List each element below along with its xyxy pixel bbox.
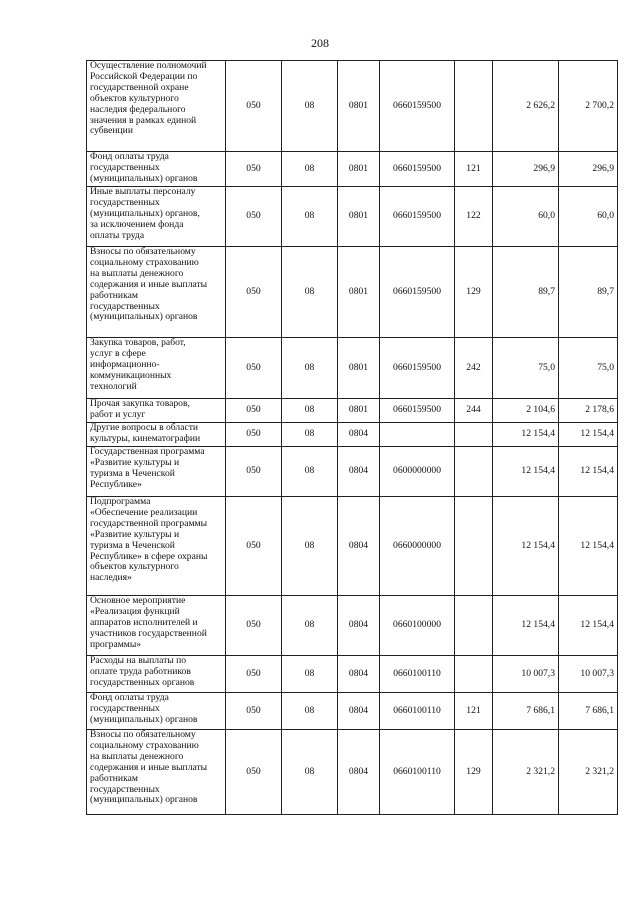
amount-2-cell: 75,0 [559, 338, 618, 399]
target-code-cell: 0660159500 [380, 152, 455, 187]
expense-type-cell [455, 61, 493, 152]
subsection-cell: 0804 [338, 447, 380, 497]
subsection-cell: 0804 [338, 693, 380, 730]
code-cell: 050 [226, 247, 282, 338]
subsection-cell: 0801 [338, 247, 380, 338]
subsection-cell: 0804 [338, 656, 380, 693]
page-number: 208 [311, 36, 329, 50]
subsection-cell: 0804 [338, 596, 380, 656]
target-code-cell: 0600000000 [380, 447, 455, 497]
amount-2-cell: 60,0 [559, 187, 618, 247]
subsection-cell: 0804 [338, 423, 380, 447]
expense-type-cell [455, 447, 493, 497]
amount-1-cell: 12 154,4 [493, 497, 559, 596]
amount-1-cell: 296,9 [493, 152, 559, 187]
expense-type-cell: 121 [455, 152, 493, 187]
expense-type-cell [455, 423, 493, 447]
code-cell: 050 [226, 152, 282, 187]
table-row [87, 61, 618, 152]
amount-1-cell: 60,0 [493, 187, 559, 247]
section-cell: 08 [282, 187, 338, 247]
row-name-cell: Закупка товаров, работ, услуг в сфере информационно- коммуникационных технологий [87, 338, 226, 399]
table-row [87, 497, 618, 596]
amount-1-cell: 2 321,2 [493, 730, 559, 815]
amount-2-cell: 12 154,4 [559, 423, 618, 447]
expense-type-cell: 242 [455, 338, 493, 399]
amount-2-cell: 10 007,3 [559, 656, 618, 693]
expense-type-cell [455, 596, 493, 656]
amount-1-cell: 2 104,6 [493, 399, 559, 423]
subsection-cell: 0801 [338, 338, 380, 399]
expense-type-cell [455, 497, 493, 596]
amount-1-cell: 2 626,2 [493, 61, 559, 152]
table-row [87, 693, 618, 730]
row-name-cell: Расходы на выплаты по оплате труда работников государственных органов [87, 656, 226, 693]
subsection-cell: 0801 [338, 187, 380, 247]
row-name-cell: Подпрограмма «Обеспечение реализации государственной программы «Развитие культуры и туризма в Чеченской Республике» в сфере охраны объектов культурного наследия» [87, 497, 226, 596]
table-row [87, 187, 618, 247]
row-name-cell: Основное мероприятие «Реализация функций аппаратов исполнителей и участников государственной программы» [87, 596, 226, 656]
target-code-cell: 0660159500 [380, 187, 455, 247]
expense-type-cell: 122 [455, 187, 493, 247]
row-name-cell: Взносы по обязательному социальному страхованию на выплаты денежного содержания и иные выплаты работникам государственных (муниципальных) органов [87, 247, 226, 338]
subsection-cell: 0804 [338, 497, 380, 596]
table-row [87, 447, 618, 497]
amount-1-cell: 10 007,3 [493, 656, 559, 693]
code-cell: 050 [226, 187, 282, 247]
target-code-cell: 0660100110 [380, 656, 455, 693]
section-cell: 08 [282, 423, 338, 447]
row-name-cell: Фонд оплаты труда государственных (муниципальных) органов [87, 152, 226, 187]
section-cell: 08 [282, 596, 338, 656]
code-cell: 050 [226, 61, 282, 152]
row-name-cell: Иные выплаты персоналу государственных (муниципальных) органов, за исключением фонда оплаты труда [87, 187, 226, 247]
subsection-cell: 0801 [338, 152, 380, 187]
amount-1-cell: 89,7 [493, 247, 559, 338]
target-code-cell: 0660159500 [380, 247, 455, 338]
section-cell: 08 [282, 61, 338, 152]
amount-2-cell: 2 178,6 [559, 399, 618, 423]
amount-2-cell: 12 154,4 [559, 596, 618, 656]
target-code-cell: 0660159500 [380, 61, 455, 152]
amount-1-cell: 12 154,4 [493, 596, 559, 656]
expense-type-cell: 121 [455, 693, 493, 730]
table-row [87, 247, 618, 338]
amount-2-cell: 2 700,2 [559, 61, 618, 152]
amount-1-cell: 7 686,1 [493, 693, 559, 730]
target-code-cell [380, 423, 455, 447]
amount-1-cell: 75,0 [493, 338, 559, 399]
code-cell: 050 [226, 423, 282, 447]
expense-type-cell: 129 [455, 730, 493, 815]
row-name-cell: Государственная программа «Развитие культуры и туризма в Чеченской Республике» [87, 447, 226, 497]
target-code-cell: 0660159500 [380, 399, 455, 423]
target-code-cell: 0660000000 [380, 497, 455, 596]
section-cell: 08 [282, 338, 338, 399]
amount-2-cell: 7 686,1 [559, 693, 618, 730]
target-code-cell: 0660100110 [380, 730, 455, 815]
code-cell: 050 [226, 497, 282, 596]
code-cell: 050 [226, 656, 282, 693]
section-cell: 08 [282, 399, 338, 423]
amount-1-cell: 12 154,4 [493, 447, 559, 497]
amount-2-cell: 89,7 [559, 247, 618, 338]
section-cell: 08 [282, 447, 338, 497]
target-code-cell: 0660100000 [380, 596, 455, 656]
amount-2-cell: 2 321,2 [559, 730, 618, 815]
table-row [87, 596, 618, 656]
amount-2-cell: 296,9 [559, 152, 618, 187]
code-cell: 050 [226, 399, 282, 423]
code-cell: 050 [226, 693, 282, 730]
section-cell: 08 [282, 152, 338, 187]
table-row [87, 338, 618, 399]
target-code-cell: 0660159500 [380, 338, 455, 399]
table-row [87, 730, 618, 815]
table-row [87, 399, 618, 423]
expense-type-cell: 244 [455, 399, 493, 423]
section-cell: 08 [282, 247, 338, 338]
budget-table [86, 60, 618, 815]
table-row [87, 656, 618, 693]
section-cell: 08 [282, 693, 338, 730]
code-cell: 050 [226, 338, 282, 399]
amount-1-cell: 12 154,4 [493, 423, 559, 447]
code-cell: 050 [226, 730, 282, 815]
subsection-cell: 0801 [338, 61, 380, 152]
row-name-cell: Другие вопросы в области культуры, кинематографии [87, 423, 226, 447]
row-name-cell: Фонд оплаты труда государственных (муниципальных) органов [87, 693, 226, 730]
expense-type-cell: 129 [455, 247, 493, 338]
code-cell: 050 [226, 596, 282, 656]
table-row [87, 152, 618, 187]
expense-type-cell [455, 656, 493, 693]
section-cell: 08 [282, 730, 338, 815]
row-name-cell: Прочая закупка товаров, работ и услуг [87, 399, 226, 423]
row-name-cell: Взносы по обязательному социальному страхованию на выплаты денежного содержания и иные выплаты работникам государственных (муниципальных) органов [87, 730, 226, 815]
code-cell: 050 [226, 447, 282, 497]
table-row [87, 423, 618, 447]
target-code-cell: 0660100110 [380, 693, 455, 730]
subsection-cell: 0804 [338, 730, 380, 815]
section-cell: 08 [282, 497, 338, 596]
amount-2-cell: 12 154,4 [559, 497, 618, 596]
subsection-cell: 0801 [338, 399, 380, 423]
amount-2-cell: 12 154,4 [559, 447, 618, 497]
row-name-cell: Осуществление полномочий Российской Федерации по государственной охране объектов культурного наследия федерального значения в рамках единой субвенции [87, 61, 226, 152]
section-cell: 08 [282, 656, 338, 693]
